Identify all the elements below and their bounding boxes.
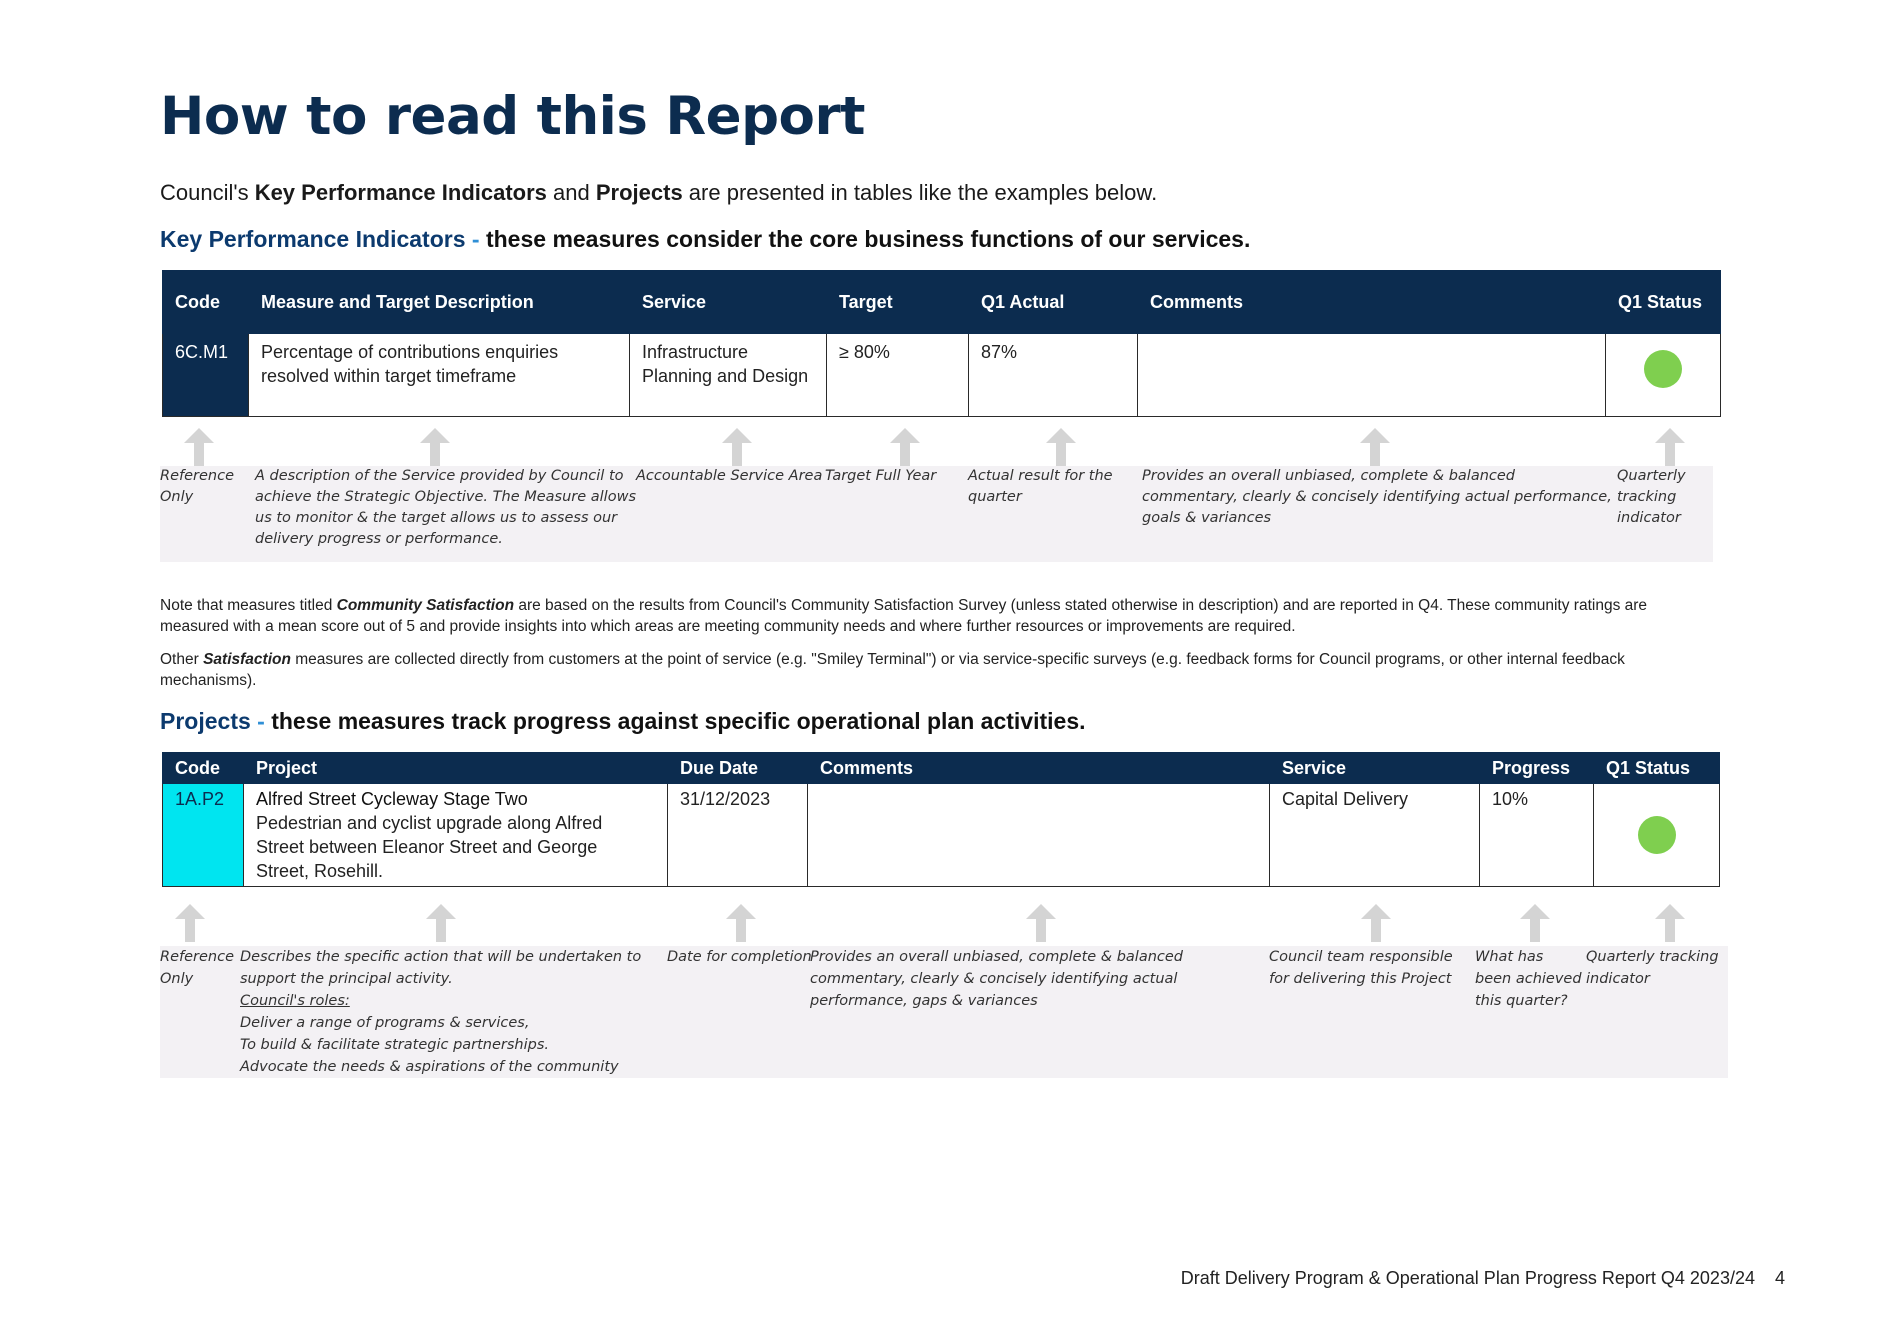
- column-header-service: Service: [630, 271, 827, 334]
- intro-kpi-term: Key Performance Indicators: [254, 180, 547, 205]
- kpi-heading-label: Key Performance Indicators: [160, 226, 466, 252]
- table-row: [163, 334, 1721, 417]
- up-arrow-icon: [1655, 904, 1685, 942]
- annotation-target: Target Full Year: [825, 468, 937, 484]
- note-text: Other: [160, 651, 204, 668]
- column-header-comments: Comments: [808, 753, 1270, 784]
- satisfaction-note: [160, 649, 1720, 691]
- kpi-comments-cell: [1138, 334, 1606, 417]
- project-progress-cell: 10%: [1480, 784, 1594, 887]
- kpi-status-cell: [1606, 334, 1721, 417]
- annotation-comments: Provides an overall unbiased, complete & balanced commentary, clearly & concisely identifying actual performance, gaps & variances: [810, 949, 1183, 1009]
- projects-subheading: these measures track progress against specific operational plan activities.: [271, 708, 1086, 734]
- column-header-target: Target: [827, 271, 969, 334]
- kpi-subheading: these measures consider the core business functions of our services.: [485, 226, 1251, 252]
- up-arrow-icon: [420, 428, 450, 466]
- annotation-code: Reference Only: [160, 949, 234, 987]
- note-text: are based on the results from Council's Community Satisfaction Survey (unless stated otherwise in description) and are reported in Q4. These community ratings are measured with a mean score out of 5 and provide insights into which areas are meeting community needs and where further resources or improvements are required.: [160, 597, 1648, 635]
- project-comments-cell: [808, 784, 1270, 887]
- column-header-service: Service: [1270, 753, 1480, 784]
- up-arrow-icon: [722, 428, 752, 466]
- up-arrow-icon: [1520, 904, 1550, 942]
- project-code-cell: 1A.P2: [163, 784, 244, 887]
- column-header-code: Code: [163, 271, 249, 334]
- annotation-status: Quarterly tracking indicator: [1586, 949, 1719, 987]
- table-row: [163, 784, 1720, 887]
- annotation-progress: What has been achieved this quarter?: [1475, 949, 1582, 1009]
- kpi-example-table: [162, 270, 1721, 417]
- community-satisfaction-note: [160, 595, 1720, 637]
- status-indicator-dot: [1644, 350, 1682, 388]
- note-text: measures are collected directly from customers at the point of service (e.g. "Smiley Terminal") or via service-specific surveys (e.g. feedback forms for Council programs, or other internal feedback mechanisms).: [160, 651, 1625, 689]
- table-header-row: [163, 271, 1721, 334]
- annotation-service: Accountable Service Area: [636, 468, 823, 484]
- column-header-code: Code: [163, 753, 244, 784]
- kpi-code-cell: 6C.M1: [163, 334, 249, 417]
- up-arrow-icon: [426, 904, 456, 942]
- kpi-actual-cell: 87%: [969, 334, 1138, 417]
- note-text: Note that measures titled: [160, 597, 337, 614]
- column-header-measure: Measure and Target Description: [249, 271, 630, 334]
- up-arrow-icon: [1360, 428, 1390, 466]
- table-header-row: [163, 753, 1720, 784]
- up-arrow-icon: [184, 428, 214, 466]
- column-header-due-date: Due Date: [668, 753, 808, 784]
- projects-example-table: [162, 752, 1720, 887]
- column-header-q1-status: Q1 Status: [1606, 271, 1721, 334]
- annotation-code: Reference Only: [160, 468, 234, 505]
- annotation-measure: A description of the Service provided by Council to achieve the Strategic Objective. The Measure allows us to monitor & the target allows us to assess our delivery progress or performance.: [255, 468, 637, 547]
- project-due-cell: 31/12/2023: [668, 784, 808, 887]
- projects-heading-label: Projects: [160, 708, 251, 734]
- column-header-project: Project: [244, 753, 668, 784]
- status-indicator-dot: [1638, 816, 1676, 854]
- project-title: Alfred Street Cycleway Stage Two: [256, 789, 528, 809]
- kpi-target-cell: ≥ 80%: [827, 334, 969, 417]
- project-cell: [244, 784, 668, 887]
- up-arrow-icon: [1046, 428, 1076, 466]
- up-arrow-icon: [1655, 428, 1685, 466]
- annotation-project: [240, 946, 665, 1078]
- up-arrow-icon: [1361, 904, 1391, 942]
- projects-section-heading: [160, 708, 1086, 735]
- heading-dash: -: [250, 708, 272, 734]
- kpi-service-cell: Infrastructure Planning and Design: [630, 334, 827, 417]
- intro-text: Council's: [160, 180, 255, 205]
- column-header-progress: Progress: [1480, 753, 1594, 784]
- intro-projects-term: Projects: [595, 180, 683, 205]
- column-header-q1-status: Q1 Status: [1594, 753, 1720, 784]
- project-description: Pedestrian and cyclist upgrade along Alfred Street between Eleanor Street and George Street, Rosehill.: [256, 813, 603, 881]
- annotation-status: Quarterly tracking indicator: [1617, 468, 1686, 526]
- note-emphasis: Satisfaction: [203, 651, 291, 668]
- annotation-actual: Actual result for the quarter: [968, 468, 1113, 505]
- note-emphasis: Community Satisfaction: [336, 597, 515, 614]
- roles-heading-text: Council's roles:: [240, 993, 350, 1009]
- up-arrow-icon: [726, 904, 756, 942]
- annotation-project-description: Describes the specific action that will be undertaken to support the principal activity.: [240, 949, 642, 987]
- intro-text: and: [546, 180, 596, 205]
- page-footer: [1181, 1268, 1785, 1289]
- project-status-cell: [1594, 784, 1720, 887]
- annotation-project-role: Advocate the needs & aspirations of the community: [240, 1059, 619, 1075]
- kpi-measure-cell: Percentage of contributions enquiries resolved within target timeframe: [249, 334, 630, 417]
- up-arrow-icon: [175, 904, 205, 942]
- kpi-section-heading: [160, 226, 1250, 253]
- footer-report-title: Draft Delivery Program & Operational Plan Progress Report Q4 2023/24: [1180, 1268, 1755, 1288]
- project-service-cell: Capital Delivery: [1270, 784, 1480, 887]
- annotation-project-roles-heading: [240, 990, 665, 1012]
- annotation-project-role: To build & facilitate strategic partnerships.: [240, 1037, 550, 1053]
- annotation-service: Council team responsible for delivering this Project: [1269, 949, 1453, 987]
- page-number: 4: [1774, 1268, 1785, 1288]
- column-header-q1-actual: Q1 Actual: [969, 271, 1138, 334]
- up-arrow-icon: [890, 428, 920, 466]
- heading-dash: -: [465, 226, 486, 252]
- annotation-comments: Provides an overall unbiased, complete & balanced commentary, clearly & concisely identifying actual performance, goals & variances: [1142, 468, 1612, 526]
- intro-text: are presented in tables like the examples below.: [682, 180, 1158, 205]
- annotation-project-role: Deliver a range of programs & services,: [240, 1015, 530, 1031]
- intro-paragraph: [160, 180, 1157, 206]
- annotation-due-date: Date for completion: [667, 949, 812, 965]
- page-title: How to read this Report: [160, 86, 865, 147]
- column-header-comments: Comments: [1138, 271, 1606, 334]
- up-arrow-icon: [1026, 904, 1056, 942]
